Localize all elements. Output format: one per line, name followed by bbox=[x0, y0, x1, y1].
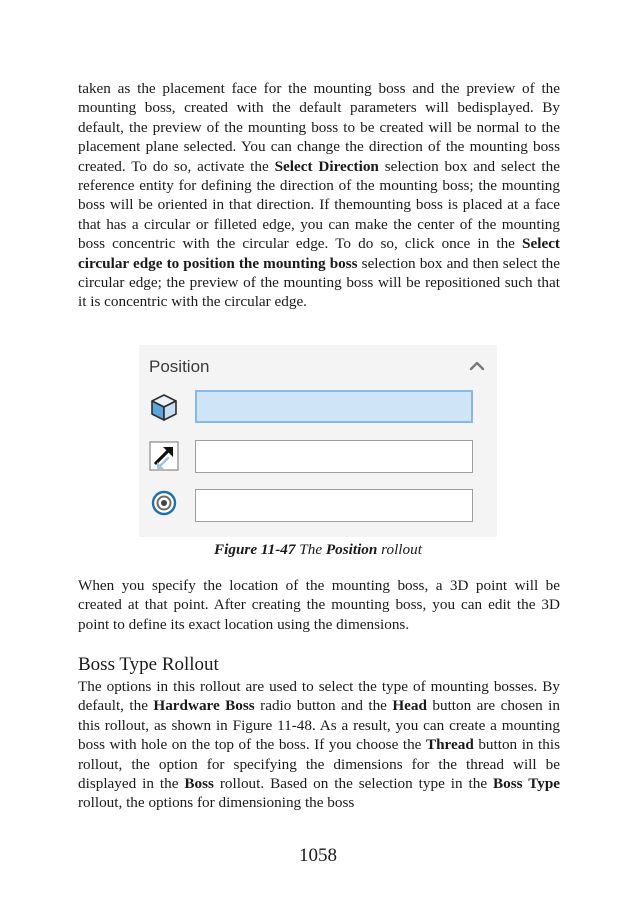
chevron-up-icon[interactable] bbox=[467, 357, 487, 375]
cube-face-icon bbox=[149, 392, 179, 422]
rollout-title: Position bbox=[149, 357, 210, 376]
position-rollout-figure bbox=[139, 345, 497, 537]
body-paragraph-placement: taken as the placement face for the mounting boss and the preview of the mounting boss, created with the default parameters will bedisplayed. By default, the preview of the mounting boss to be created will be normal to the placement plane selected. You can change the direction of the mounting boss created. To do so, activate the Select Direction selection box and select the reference entity for defining the direction of the mounting boss; the mounting boss will be oriented in that direction. If themounting boss is placed at a face that has a circular or filleted edge, you can make the center of the mounting boss concentric with the circular edge. To do so, click once in the Select circular edge to position the mounting boss selection box and then select the circular edge; the preview of the mounting boss will be repositioned such that it is concentric with the circular edge. bbox=[78, 80, 560, 311]
figure-caption: Figure 11-47 The Position rollout bbox=[214, 541, 422, 558]
select-direction-box[interactable] bbox=[195, 440, 473, 473]
body-paragraph-boss-type: The options in this rollout are used to select the type of mounting bosses. By default, the Hardware Boss radio button and the Head button are chosen in this rollout, as shown in Figure 11-48. As a result, you can create a mounting boss with hole on the top of the boss. If you choose the Thread button in this rollout, the option for specifying the dimensions for the thread will be displayed in the Boss rollout. Based on the selection type in the Boss Type rollout, the options for dimensioning the boss bbox=[78, 678, 561, 812]
section-heading: Boss Type Rollout bbox=[78, 654, 219, 675]
body-paragraph-3d-point: When you specify the location of the mounting boss, a 3D point will be created at that point. After creating the mounting boss, you can edit the 3D point to define its exact location using the dimensions. bbox=[78, 577, 560, 633]
placement-face-selection-box[interactable] bbox=[195, 390, 473, 423]
page-number: 1058 bbox=[299, 845, 337, 866]
select-circular-edge-box[interactable] bbox=[195, 489, 473, 522]
direction-arrow-icon[interactable] bbox=[149, 441, 179, 471]
circular-edge-icon bbox=[149, 488, 179, 518]
